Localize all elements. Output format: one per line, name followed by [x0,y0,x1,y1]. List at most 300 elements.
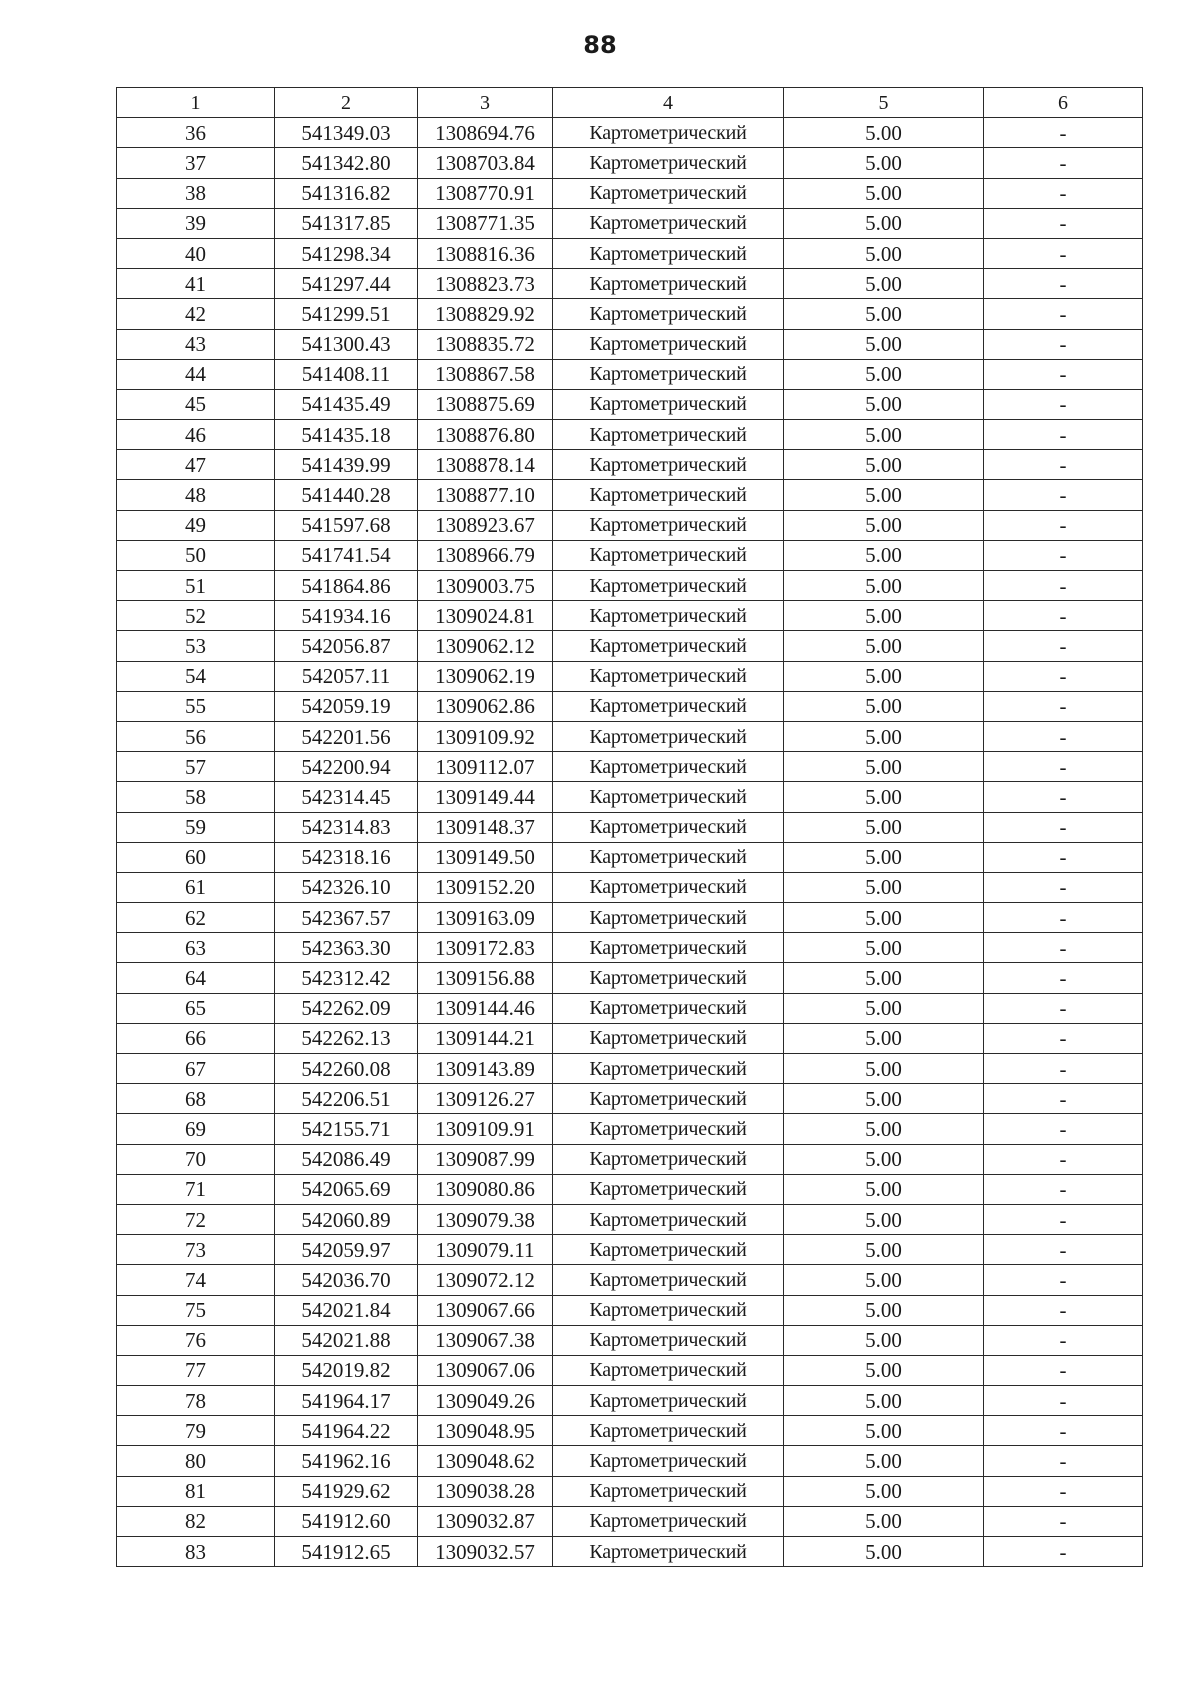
cell-y-coordinate: 1309024.81 [418,601,553,631]
cell-y-coordinate: 1309144.46 [418,993,553,1023]
cell-y-coordinate: 1308816.36 [418,238,553,268]
cell-y-coordinate: 1309062.12 [418,631,553,661]
cell-accuracy: 5.00 [784,238,984,268]
table-row [117,420,1143,450]
cell-accuracy: 5.00 [784,208,984,238]
cell-x-coordinate: 541864.86 [275,571,418,601]
cell-x-coordinate: 541435.18 [275,420,418,450]
cell-point-number: 68 [117,1084,275,1114]
table-row [117,148,1143,178]
table-row [117,1506,1143,1536]
cell-y-coordinate: 1309172.83 [418,933,553,963]
cell-x-coordinate: 541439.99 [275,450,418,480]
cell-point-number: 40 [117,238,275,268]
cell-accuracy: 5.00 [784,1386,984,1416]
cell-note: - [984,842,1143,872]
cell-point-number: 36 [117,118,275,148]
cell-x-coordinate: 542262.09 [275,993,418,1023]
cell-note: - [984,510,1143,540]
cell-y-coordinate: 1309080.86 [418,1174,553,1204]
cell-note: - [984,691,1143,721]
cell-method: Картометрический [553,993,784,1023]
table-row [117,178,1143,208]
cell-point-number: 75 [117,1295,275,1325]
cell-note: - [984,238,1143,268]
table-row [117,450,1143,480]
cell-accuracy: 5.00 [784,1114,984,1144]
table-row [117,1537,1143,1567]
cell-note: - [984,329,1143,359]
cell-note: - [984,1084,1143,1114]
cell-y-coordinate: 1309038.28 [418,1476,553,1506]
cell-accuracy: 5.00 [784,1235,984,1265]
cell-y-coordinate: 1309152.20 [418,872,553,902]
table-row [117,721,1143,751]
cell-y-coordinate: 1309144.21 [418,1023,553,1053]
table-row [117,238,1143,268]
header-cell-4: 4 [553,88,784,118]
cell-point-number: 49 [117,510,275,540]
cell-y-coordinate: 1309163.09 [418,903,553,933]
cell-method: Картометрический [553,389,784,419]
cell-point-number: 74 [117,1265,275,1295]
table-row [117,872,1143,902]
cell-point-number: 48 [117,480,275,510]
table-row [117,812,1143,842]
cell-note: - [984,1476,1143,1506]
table-row [117,933,1143,963]
cell-note: - [984,1355,1143,1385]
cell-point-number: 69 [117,1114,275,1144]
table-row [117,1476,1143,1506]
cell-accuracy: 5.00 [784,1446,984,1476]
cell-point-number: 42 [117,299,275,329]
cell-accuracy: 5.00 [784,782,984,812]
cell-note: - [984,933,1143,963]
table-row [117,1174,1143,1204]
cell-method: Картометрический [553,238,784,268]
cell-x-coordinate: 541317.85 [275,208,418,238]
cell-accuracy: 5.00 [784,450,984,480]
cell-y-coordinate: 1309156.88 [418,963,553,993]
cell-x-coordinate: 542367.57 [275,903,418,933]
cell-x-coordinate: 542021.84 [275,1295,418,1325]
cell-y-coordinate: 1308966.79 [418,540,553,570]
cell-accuracy: 5.00 [784,1416,984,1446]
cell-note: - [984,389,1143,419]
cell-accuracy: 5.00 [784,1023,984,1053]
cell-accuracy: 5.00 [784,872,984,902]
cell-note: - [984,631,1143,661]
cell-point-number: 79 [117,1416,275,1446]
cell-y-coordinate: 1309079.38 [418,1204,553,1234]
table-row [117,1265,1143,1295]
cell-point-number: 57 [117,752,275,782]
cell-note: - [984,903,1143,933]
cell-accuracy: 5.00 [784,631,984,661]
cell-y-coordinate: 1309067.06 [418,1355,553,1385]
cell-method: Картометрический [553,1144,784,1174]
cell-method: Картометрический [553,1295,784,1325]
cell-y-coordinate: 1309032.57 [418,1537,553,1567]
cell-accuracy: 5.00 [784,842,984,872]
cell-accuracy: 5.00 [784,752,984,782]
cell-x-coordinate: 542201.56 [275,721,418,751]
table-row [117,480,1143,510]
cell-method: Картометрический [553,1084,784,1114]
cell-accuracy: 5.00 [784,933,984,963]
cell-point-number: 81 [117,1476,275,1506]
cell-method: Картометрический [553,359,784,389]
cell-x-coordinate: 541934.16 [275,601,418,631]
cell-x-coordinate: 541440.28 [275,480,418,510]
cell-y-coordinate: 1308875.69 [418,389,553,419]
cell-note: - [984,812,1143,842]
cell-point-number: 39 [117,208,275,238]
cell-note: - [984,480,1143,510]
cell-point-number: 62 [117,903,275,933]
cell-y-coordinate: 1308829.92 [418,299,553,329]
table-row [117,601,1143,631]
cell-accuracy: 5.00 [784,661,984,691]
cell-x-coordinate: 542312.42 [275,963,418,993]
table-row [117,118,1143,148]
cell-note: - [984,752,1143,782]
cell-point-number: 56 [117,721,275,751]
cell-method: Картометрический [553,1476,784,1506]
cell-accuracy: 5.00 [784,1355,984,1385]
cell-accuracy: 5.00 [784,1537,984,1567]
cell-method: Картометрический [553,450,784,480]
cell-x-coordinate: 542086.49 [275,1144,418,1174]
cell-x-coordinate: 541964.17 [275,1386,418,1416]
cell-method: Картометрический [553,1386,784,1416]
cell-accuracy: 5.00 [784,1144,984,1174]
cell-method: Картометрический [553,1325,784,1355]
cell-x-coordinate: 542326.10 [275,872,418,902]
table-row [117,1355,1143,1385]
header-cell-1: 1 [117,88,275,118]
cell-note: - [984,1204,1143,1234]
table-row [117,571,1143,601]
cell-x-coordinate: 541299.51 [275,299,418,329]
cell-accuracy: 5.00 [784,118,984,148]
header-cell-5: 5 [784,88,984,118]
cell-x-coordinate: 542260.08 [275,1054,418,1084]
cell-note: - [984,118,1143,148]
cell-y-coordinate: 1308867.58 [418,359,553,389]
cell-x-coordinate: 541912.65 [275,1537,418,1567]
cell-note: - [984,208,1143,238]
table-row [117,903,1143,933]
cell-note: - [984,540,1143,570]
table-row [117,1416,1143,1446]
table-body [117,118,1143,1567]
table-row [117,1295,1143,1325]
cell-x-coordinate: 542363.30 [275,933,418,963]
cell-x-coordinate: 541408.11 [275,359,418,389]
cell-note: - [984,1386,1143,1416]
cell-accuracy: 5.00 [784,691,984,721]
cell-note: - [984,782,1143,812]
cell-accuracy: 5.00 [784,1084,984,1114]
cell-accuracy: 5.00 [784,299,984,329]
cell-x-coordinate: 542059.19 [275,691,418,721]
cell-x-coordinate: 542056.87 [275,631,418,661]
cell-method: Картометрический [553,329,784,359]
cell-y-coordinate: 1308694.76 [418,118,553,148]
cell-accuracy: 5.00 [784,993,984,1023]
cell-accuracy: 5.00 [784,812,984,842]
cell-method: Картометрический [553,752,784,782]
cell-method: Картометрический [553,661,784,691]
cell-point-number: 70 [117,1144,275,1174]
cell-point-number: 38 [117,178,275,208]
cell-point-number: 41 [117,269,275,299]
cell-y-coordinate: 1308923.67 [418,510,553,540]
cell-x-coordinate: 542060.89 [275,1204,418,1234]
cell-point-number: 82 [117,1506,275,1536]
cell-y-coordinate: 1309048.95 [418,1416,553,1446]
cell-y-coordinate: 1309067.66 [418,1295,553,1325]
cell-x-coordinate: 542036.70 [275,1265,418,1295]
cell-method: Картометрический [553,480,784,510]
cell-point-number: 58 [117,782,275,812]
cell-x-coordinate: 542019.82 [275,1355,418,1385]
cell-x-coordinate: 542057.11 [275,661,418,691]
cell-point-number: 71 [117,1174,275,1204]
cell-x-coordinate: 542021.88 [275,1325,418,1355]
cell-method: Картометрический [553,1054,784,1084]
cell-accuracy: 5.00 [784,963,984,993]
cell-point-number: 77 [117,1355,275,1385]
cell-note: - [984,1295,1143,1325]
cell-point-number: 73 [117,1235,275,1265]
table-row [117,782,1143,812]
cell-x-coordinate: 541741.54 [275,540,418,570]
cell-x-coordinate: 542059.97 [275,1235,418,1265]
cell-point-number: 44 [117,359,275,389]
cell-point-number: 66 [117,1023,275,1053]
table-row [117,661,1143,691]
cell-method: Картометрический [553,208,784,238]
table-row [117,1114,1143,1144]
cell-method: Картометрический [553,420,784,450]
cell-note: - [984,420,1143,450]
cell-note: - [984,178,1143,208]
cell-y-coordinate: 1309072.12 [418,1265,553,1295]
cell-method: Картометрический [553,1174,784,1204]
cell-y-coordinate: 1309149.44 [418,782,553,812]
cell-method: Картометрический [553,148,784,178]
cell-note: - [984,661,1143,691]
cell-method: Картометрический [553,963,784,993]
cell-accuracy: 5.00 [784,721,984,751]
cell-accuracy: 5.00 [784,1174,984,1204]
cell-y-coordinate: 1309062.86 [418,691,553,721]
cell-method: Картометрический [553,842,784,872]
cell-accuracy: 5.00 [784,1204,984,1234]
cell-point-number: 52 [117,601,275,631]
cell-x-coordinate: 541349.03 [275,118,418,148]
cell-x-coordinate: 542206.51 [275,1084,418,1114]
cell-y-coordinate: 1309126.27 [418,1084,553,1114]
table-row [117,1204,1143,1234]
cell-method: Картометрический [553,299,784,329]
cell-x-coordinate: 542314.83 [275,812,418,842]
cell-x-coordinate: 542200.94 [275,752,418,782]
cell-x-coordinate: 541962.16 [275,1446,418,1476]
cell-x-coordinate: 542318.16 [275,842,418,872]
cell-y-coordinate: 1309062.19 [418,661,553,691]
table-row [117,842,1143,872]
table-row [117,1325,1143,1355]
cell-note: - [984,1416,1143,1446]
cell-note: - [984,601,1143,631]
cell-method: Картометрический [553,812,784,842]
cell-x-coordinate: 542155.71 [275,1114,418,1144]
table-row [117,1023,1143,1053]
table-row [117,269,1143,299]
cell-note: - [984,1114,1143,1144]
cell-method: Картометрический [553,540,784,570]
cell-note: - [984,721,1143,751]
cell-method: Картометрический [553,872,784,902]
cell-point-number: 43 [117,329,275,359]
cell-method: Картометрический [553,601,784,631]
cell-accuracy: 5.00 [784,480,984,510]
table-row [117,752,1143,782]
table-row [117,1446,1143,1476]
cell-note: - [984,1446,1143,1476]
cell-y-coordinate: 1308878.14 [418,450,553,480]
cell-method: Картометрический [553,691,784,721]
cell-x-coordinate: 541912.60 [275,1506,418,1536]
cell-method: Картометрический [553,1023,784,1053]
cell-point-number: 83 [117,1537,275,1567]
cell-accuracy: 5.00 [784,510,984,540]
cell-x-coordinate: 541929.62 [275,1476,418,1506]
cell-accuracy: 5.00 [784,359,984,389]
cell-method: Картометрический [553,1235,784,1265]
cell-y-coordinate: 1309003.75 [418,571,553,601]
table-row [117,993,1143,1023]
cell-y-coordinate: 1308770.91 [418,178,553,208]
cell-method: Картометрический [553,782,784,812]
header-cell-2: 2 [275,88,418,118]
table-row [117,1386,1143,1416]
table-row [117,1054,1143,1084]
cell-note: - [984,1235,1143,1265]
cell-note: - [984,359,1143,389]
cell-method: Картометрический [553,903,784,933]
cell-method: Картометрический [553,1446,784,1476]
cell-y-coordinate: 1308703.84 [418,148,553,178]
cell-point-number: 61 [117,872,275,902]
cell-note: - [984,993,1143,1023]
cell-point-number: 47 [117,450,275,480]
table-row [117,1235,1143,1265]
cell-point-number: 60 [117,842,275,872]
cell-y-coordinate: 1309032.87 [418,1506,553,1536]
cell-method: Картометрический [553,1537,784,1567]
table-row [117,208,1143,238]
cell-x-coordinate: 541300.43 [275,329,418,359]
cell-method: Картометрический [553,1204,784,1234]
cell-y-coordinate: 1309109.92 [418,721,553,751]
cell-method: Картометрический [553,1506,784,1536]
table-row [117,631,1143,661]
cell-point-number: 53 [117,631,275,661]
cell-accuracy: 5.00 [784,601,984,631]
cell-note: - [984,872,1143,902]
table-row [117,359,1143,389]
cell-accuracy: 5.00 [784,389,984,419]
cell-accuracy: 5.00 [784,571,984,601]
cell-y-coordinate: 1309149.50 [418,842,553,872]
cell-accuracy: 5.00 [784,1295,984,1325]
table-row [117,299,1143,329]
cell-point-number: 67 [117,1054,275,1084]
cell-accuracy: 5.00 [784,1054,984,1084]
cell-x-coordinate: 541435.49 [275,389,418,419]
cell-method: Картометрический [553,118,784,148]
cell-note: - [984,450,1143,480]
cell-accuracy: 5.00 [784,420,984,450]
cell-method: Картометрический [553,1265,784,1295]
header-cell-6: 6 [984,88,1143,118]
cell-point-number: 63 [117,933,275,963]
cell-point-number: 46 [117,420,275,450]
table-row [117,540,1143,570]
cell-accuracy: 5.00 [784,178,984,208]
cell-note: - [984,1023,1143,1053]
table-header-row [117,88,1143,118]
cell-point-number: 72 [117,1204,275,1234]
cell-y-coordinate: 1309148.37 [418,812,553,842]
cell-x-coordinate: 541964.22 [275,1416,418,1446]
cell-method: Картометрический [553,631,784,661]
cell-method: Картометрический [553,1416,784,1446]
table-row [117,1084,1143,1114]
cell-x-coordinate: 541342.80 [275,148,418,178]
cell-y-coordinate: 1308877.10 [418,480,553,510]
cell-y-coordinate: 1308771.35 [418,208,553,238]
cell-note: - [984,1054,1143,1084]
cell-method: Картометрический [553,933,784,963]
cell-accuracy: 5.00 [784,148,984,178]
cell-note: - [984,148,1143,178]
cell-point-number: 59 [117,812,275,842]
table-row [117,691,1143,721]
cell-accuracy: 5.00 [784,1476,984,1506]
cell-x-coordinate: 542262.13 [275,1023,418,1053]
table-row [117,389,1143,419]
cell-note: - [984,1325,1143,1355]
cell-point-number: 37 [117,148,275,178]
cell-y-coordinate: 1309143.89 [418,1054,553,1084]
cell-accuracy: 5.00 [784,1325,984,1355]
table-row [117,329,1143,359]
page-number: 88 [583,31,617,59]
cell-note: - [984,1506,1143,1536]
cell-point-number: 80 [117,1446,275,1476]
cell-x-coordinate: 541298.34 [275,238,418,268]
cell-y-coordinate: 1309067.38 [418,1325,553,1355]
cell-x-coordinate: 541316.82 [275,178,418,208]
cell-y-coordinate: 1309049.26 [418,1386,553,1416]
cell-x-coordinate: 541297.44 [275,269,418,299]
